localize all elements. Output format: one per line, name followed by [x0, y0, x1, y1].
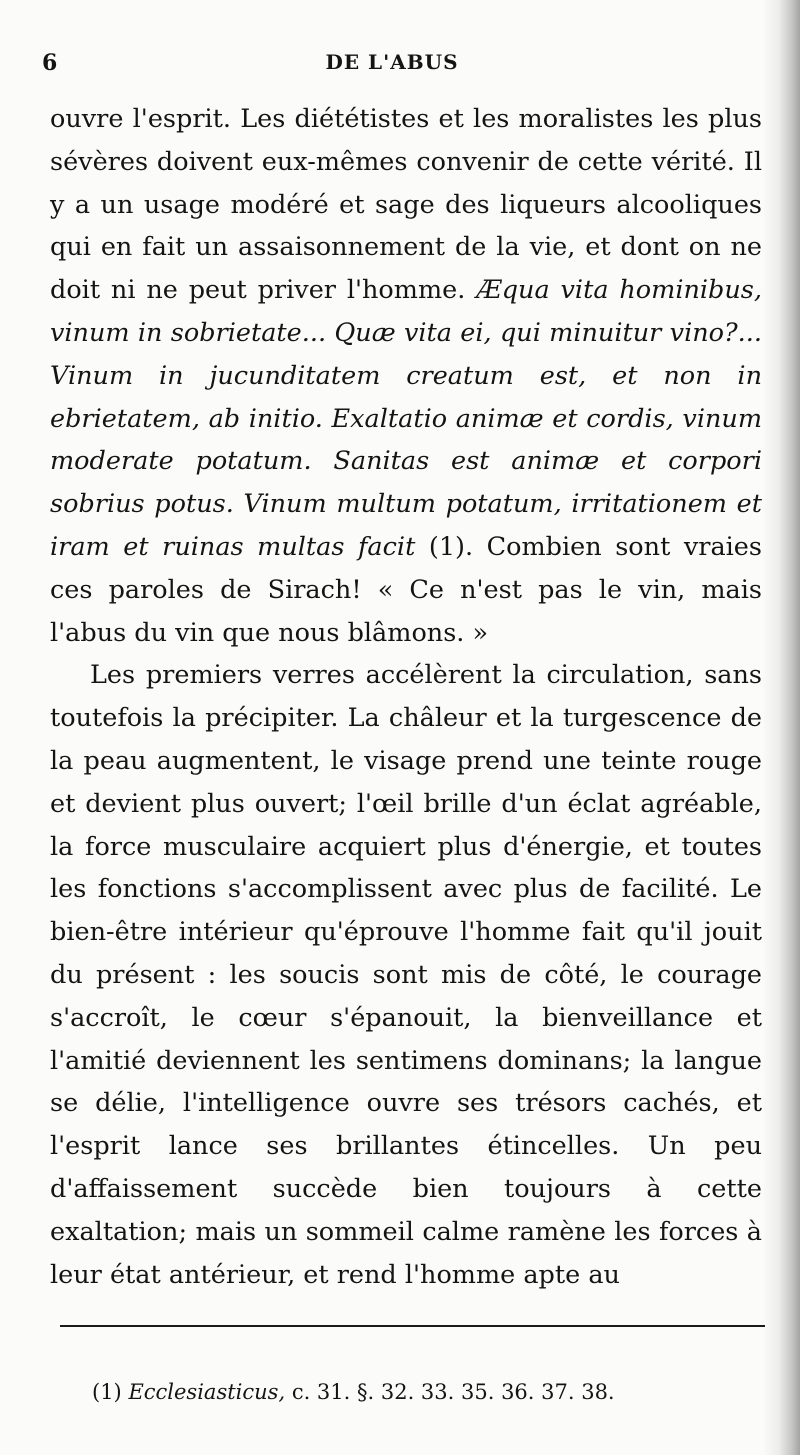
latin-quotation: Æqua vita hominibus, vinum in sobrietate... Quæ vita ei, qui minuitur vino?... Vinum in jucunditatem creatum est, et non in ebrietatem, ab initio. Exaltatio animæ et cordis, vinum moderate potatum. Sanitas est animæ et corpori sobrius potus. Vinum multum potatum, irritationem et iram et ruinas multas facit	[50, 275, 762, 562]
footnote-source-title: Ecclesiasticus,	[128, 1380, 286, 1404]
footnote-references: c. 31. §. 32. 33. 35. 36. 37. 38.	[291, 1380, 615, 1404]
footnote	[92, 1380, 732, 1404]
page-number: 6	[42, 50, 58, 76]
paragraph-1-text: ouvre l'esprit. Les diététistes et les moralistes les plus sévères doivent eux-mêmes convenir de cette vérité. Il y a un usage modéré et sage des liqueurs alcooliques qui en fait un assaisonnement de la vie, et dont on ne doit ni ne peut priver l'homme.	[50, 104, 762, 306]
body-text	[50, 98, 762, 1296]
paragraph-1-text-end: (1). Combien sont vraies ces paroles de Sirach! « Ce n'est pas le vin, mais l'abus du vin que nous blâmons. »	[50, 531, 762, 648]
paragraph-2: Les premiers verres accélèrent la circulation, sans toutefois la précipiter. La châleur et la turgescence de la peau augmentent, le visage prend une teinte rouge et devient plus ouvert; l'œil brille d'un éclat agréable, la force musculaire acquiert plus d'énergie, et toutes les fonctions s'accomplissent avec plus de facilité. Le bien-être intérieur qu'éprouve l'homme fait qu'il jouit du présent : les soucis sont mis de côté, le courage s'accroît, le cœur s'épanouit, la bienveillance et l'amitié deviennent les sentimens dominans; la langue se délie, l'intelligence ouvre ses trésors cachés, et l'esprit lance ses brillantes étincelles. Un peu d'affaissement succède bien toujours à cette exaltation; mais un sommeil calme ramène les forces à leur état antérieur, et rend l'homme apte au	[50, 660, 762, 1290]
page-edge-shadow	[762, 0, 800, 1455]
footnote-marker: (1)	[92, 1380, 122, 1404]
running-head: DE L'ABUS	[325, 50, 459, 74]
footnote-rule	[60, 1325, 765, 1327]
page-header	[42, 50, 742, 84]
paragraph-1	[50, 98, 762, 654]
